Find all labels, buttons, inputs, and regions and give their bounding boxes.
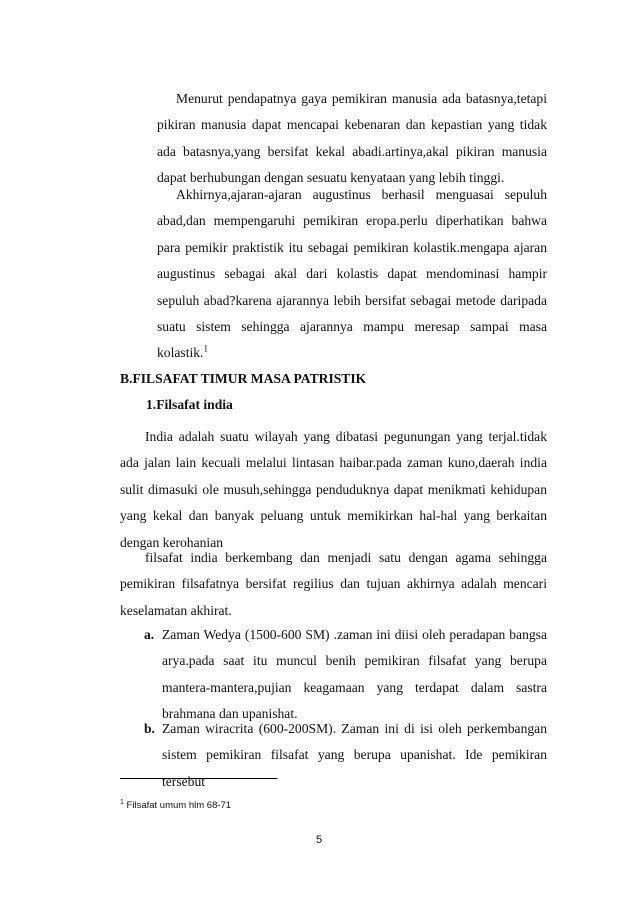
page-number: 5 [315, 834, 323, 846]
list-item [144, 716, 547, 795]
footnote-separator [120, 778, 277, 779]
paragraph-text: filsafat india berkembang dan menjadi satu dengan agama sehingga pemikiran filsafatnya bersifat regilius dan tujuan akhirnya adalah mencari keselamatan akhirat. [120, 550, 547, 618]
list-marker: a. [144, 627, 155, 642]
paragraph-india-philosophy [120, 545, 547, 624]
paragraph-text: Menurut pendapatnya gaya pemikiran manusia ada batasnya,tetapi pikiran manusia dapat mencapai kebenaran dan kepastian yang tidak ada batasnya,yang bersifat kekal abadi.artinya,akal pikiran manusia dapat berhubungan dengan sesuatu kenyataan yang lebih tinggi. [157, 91, 547, 186]
paragraph-text: Akhirnya,ajaran-ajaran augustinus berhasil menguasai sepuluh abad,dan mempengaruhi pemikiran eropa.perlu diperhatikan bahwa para pemikir praktistik itu sebagai pemikiran kolastik.mengapa ajaran augustinus sebagai akal dari kolastis dapat mendominasi hampir sepuluh abad?karena ajarannya lebih bersifat sebagai metode daripada suatu sistem sehingga ajarannya mampu meresap sampai masa kolastik. [157, 187, 547, 361]
paragraph-india-geography [120, 424, 547, 556]
paragraph-augustinus-thought [157, 86, 547, 192]
footnote [120, 800, 231, 811]
footnote-number: 1 [120, 798, 124, 806]
paragraph-text: India adalah suatu wilayah yang dibatasi pegunungan yang terjal.tidak ada jalan lain kecuali melalui lintasan haibar.pada zaman kuno,daerah india sulit dimasuki ole musuh,sehingga penduduknya dapat menikmati kehidupan yang kekal dan banyak peluang untuk memikirkan hal-hal yang berkaitan dengan kerohanian [120, 429, 547, 550]
section-heading: B.FILSAFAT TIMUR MASA PATRISTIK [120, 371, 367, 386]
list-item-text: Zaman wiracrita (600-200SM). Zaman ini di isi oleh perkembangan sistem pemikiran filsafat yang berupa upanishat. Ide pemikiran tersebut [162, 721, 547, 789]
paragraph-augustinus-influence [157, 182, 547, 367]
footnote-reference[interactable]: 1 [203, 343, 208, 354]
footnote-text: Filsafat umum hlm 68-71 [123, 800, 232, 811]
list-item-text: Zaman Wedya (1500-600 SM) .zaman ini diisi oleh peradapan bangsa arya.pada saat itu muncul benih pemikiran filsafat yang berupa mantera-mantera,pujian keagamaan yang terdapat dalam sastra brahmana dan upanishat. [162, 627, 547, 722]
list-marker: b. [144, 721, 155, 736]
subsection-heading: 1.Filsafat india [146, 397, 233, 412]
list-item [144, 622, 547, 728]
